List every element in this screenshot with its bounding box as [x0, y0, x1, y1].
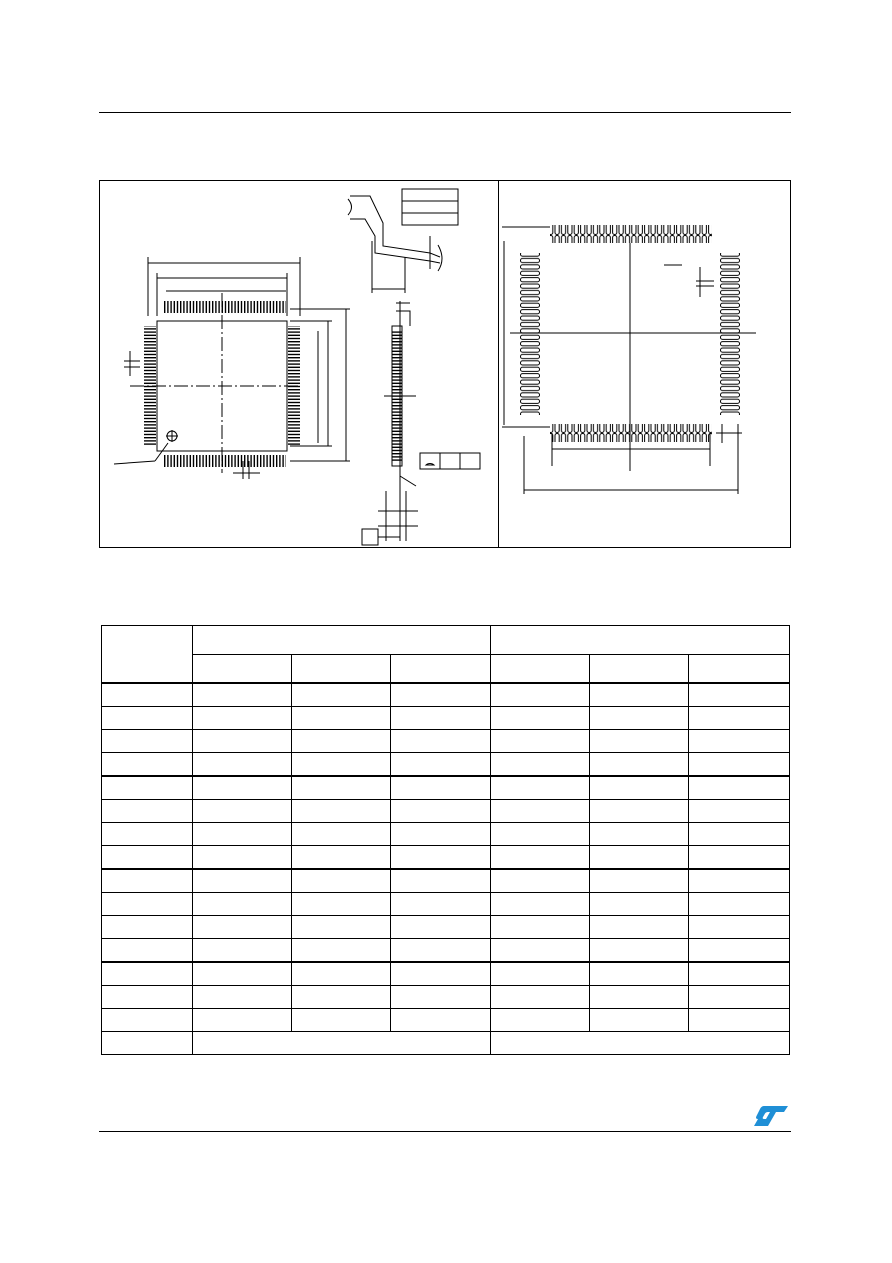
table-cell: [193, 753, 292, 777]
table-cell: [193, 776, 292, 800]
table-cell: [491, 986, 590, 1009]
table-cell: [391, 962, 491, 986]
table-cell: [292, 800, 391, 823]
table-row: [102, 1009, 790, 1032]
table-cell: [590, 1009, 689, 1032]
table-row: [102, 986, 790, 1009]
table-cell: [590, 869, 689, 893]
table-cell: [292, 893, 391, 916]
table-cell: [491, 800, 590, 823]
table-cell: [193, 1009, 292, 1032]
table-cell: [491, 730, 590, 753]
table-cell: [292, 962, 391, 986]
table-cell: [193, 939, 292, 963]
table-cell: [491, 962, 590, 986]
table-cell: [102, 893, 193, 916]
table-header-cell: [391, 655, 491, 684]
table-cell: [689, 962, 790, 986]
table-row: [102, 730, 790, 753]
table-cell: [391, 707, 491, 730]
table-cell: [292, 707, 391, 730]
table-row: [102, 893, 790, 916]
table-cell: [102, 753, 193, 777]
table-cell: [491, 683, 590, 707]
table-cell: [491, 846, 590, 870]
table-cell: [102, 730, 193, 753]
table-cell: [102, 986, 193, 1009]
table-cell: [102, 776, 193, 800]
table-cell: [292, 753, 391, 777]
table-cell: [102, 939, 193, 963]
table-cell: [590, 962, 689, 986]
table-row: [102, 916, 790, 939]
table-row: [102, 707, 790, 730]
table-cell: [491, 753, 590, 777]
table-row: [102, 683, 790, 707]
table-cell: [590, 986, 689, 1009]
table-cell: [391, 893, 491, 916]
table-row: [102, 776, 790, 800]
table-cell: [292, 846, 391, 870]
table-header-cell: [292, 655, 391, 684]
table-cell: [391, 939, 491, 963]
dimensions-table: [101, 625, 790, 1055]
table-cell: [590, 939, 689, 963]
table-cell: [391, 730, 491, 753]
table-header-cell: [491, 655, 590, 684]
table-cell: [590, 707, 689, 730]
table-cell: [491, 776, 590, 800]
table-cell: [193, 962, 292, 986]
table-row: [102, 1032, 790, 1055]
table-cell: [391, 916, 491, 939]
table-row: [102, 939, 790, 963]
footprint-drawing: [100, 181, 792, 549]
table-header-cell: [491, 626, 790, 655]
header-rule: [99, 112, 791, 113]
table-cell: [689, 753, 790, 777]
table-cell: [102, 916, 193, 939]
table-cell: [391, 776, 491, 800]
table-cell: [590, 730, 689, 753]
table-cell: [292, 986, 391, 1009]
table-cell: [391, 846, 491, 870]
table-cell: [292, 939, 391, 963]
table-cell: [491, 1032, 790, 1055]
table-cell: [689, 1009, 790, 1032]
table-cell: [689, 846, 790, 870]
table-cell: [491, 707, 590, 730]
table-subheader-row: [102, 655, 790, 684]
table-cell: [102, 846, 193, 870]
table-cell: [102, 823, 193, 846]
table-cell: [391, 800, 491, 823]
table-cell: [102, 800, 193, 823]
table-cell: [102, 962, 193, 986]
table-cell: [590, 800, 689, 823]
table-header-cell: [689, 655, 790, 684]
table-cell: [292, 916, 391, 939]
table-cell: [689, 707, 790, 730]
table-cell: [292, 730, 391, 753]
table-cell: [590, 776, 689, 800]
table-cell: [391, 753, 491, 777]
table-cell: [391, 869, 491, 893]
table-header-cell: [193, 626, 491, 655]
table-row: [102, 823, 790, 846]
table-cell: [689, 869, 790, 893]
table-header-cell: [590, 655, 689, 684]
table-cell: [689, 916, 790, 939]
table-cell: [491, 939, 590, 963]
table-cell: [193, 823, 292, 846]
table-cell: [292, 869, 391, 893]
table-cell: [193, 846, 292, 870]
table-cell: [391, 823, 491, 846]
table-cell: [391, 1009, 491, 1032]
table-cell: [590, 846, 689, 870]
table-cell: [491, 823, 590, 846]
footer-rule: [99, 1131, 791, 1132]
table-cell: [689, 776, 790, 800]
table-cell: [491, 893, 590, 916]
table-cell: [590, 823, 689, 846]
table-cell: [491, 869, 590, 893]
table-cell: [102, 1032, 193, 1055]
table-cell: [193, 730, 292, 753]
table-cell: [102, 1009, 193, 1032]
table-row: [102, 869, 790, 893]
table-cell: [193, 986, 292, 1009]
table-cell: [689, 683, 790, 707]
table-cell: [193, 707, 292, 730]
table-cell: [491, 916, 590, 939]
package-figure: [99, 180, 791, 548]
table-cell: [193, 1032, 491, 1055]
table-cell: [689, 730, 790, 753]
table-cell: [689, 939, 790, 963]
table-cell: [193, 683, 292, 707]
table-row: [102, 753, 790, 777]
table-cell: [193, 916, 292, 939]
table-header-cell: [102, 626, 193, 684]
table-cell: [391, 986, 491, 1009]
table-cell: [391, 683, 491, 707]
table-cell: [292, 1009, 391, 1032]
table-row: [102, 800, 790, 823]
table-cell: [102, 683, 193, 707]
table-cell: [292, 823, 391, 846]
table-cell: [590, 683, 689, 707]
table-cell: [689, 823, 790, 846]
table-cell: [491, 1009, 590, 1032]
table-cell: [102, 869, 193, 893]
table-cell: [689, 893, 790, 916]
table-cell: [590, 753, 689, 777]
table-cell: [590, 893, 689, 916]
st-logo-icon: [754, 1104, 790, 1128]
table-cell: [590, 916, 689, 939]
table-body: [102, 683, 790, 1055]
table-header-cell: [193, 655, 292, 684]
table-row: [102, 846, 790, 870]
table-cell: [689, 986, 790, 1009]
table-cell: [292, 683, 391, 707]
table-cell: [689, 800, 790, 823]
table-row: [102, 962, 790, 986]
table-cell: [193, 800, 292, 823]
table-cell: [193, 893, 292, 916]
table-cell: [193, 869, 292, 893]
table-header-row: [102, 626, 790, 655]
table-cell: [102, 707, 193, 730]
table-cell: [292, 776, 391, 800]
